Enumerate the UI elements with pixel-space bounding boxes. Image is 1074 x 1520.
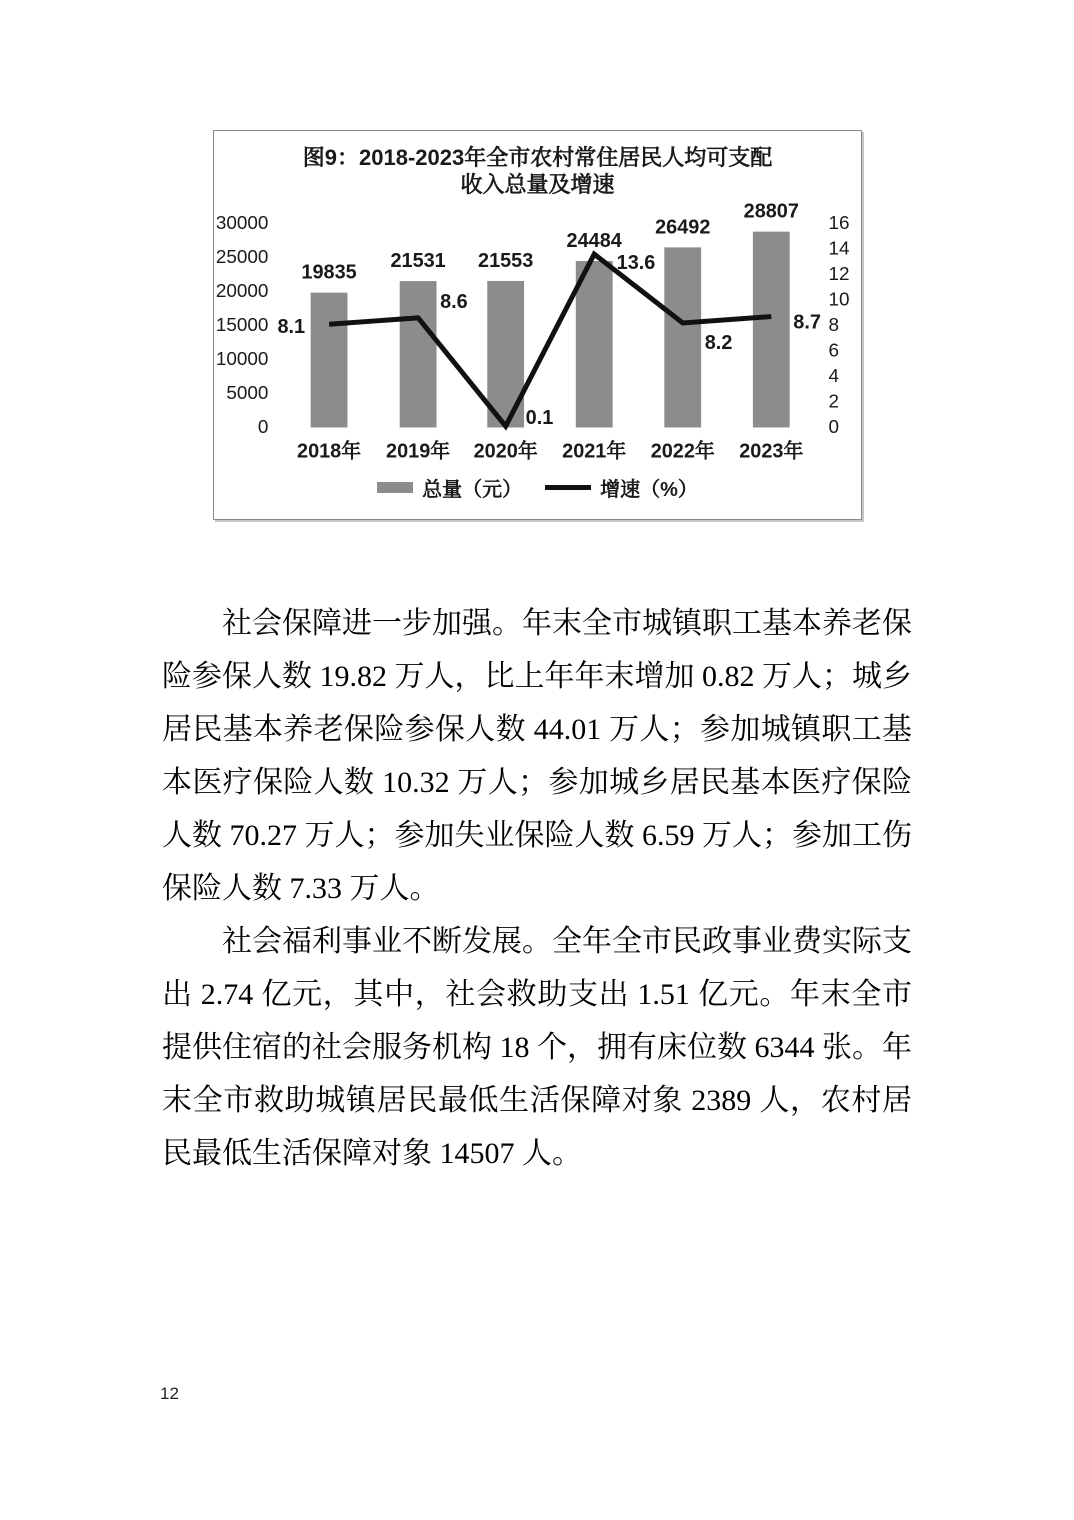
left-axis-tick: 20000	[215, 281, 269, 303]
bar-2018年	[311, 293, 348, 428]
bar-value-label: 21531	[390, 250, 446, 273]
right-axis-tick: 14	[828, 238, 850, 260]
chart-canvas	[214, 131, 861, 519]
left-axis-tick: 0	[257, 416, 269, 438]
right-axis-tick: 6	[828, 340, 840, 362]
bar-value-label: 19835	[301, 261, 357, 284]
bar-value-label: 28807	[743, 200, 799, 223]
line-value-label: 8.1	[277, 316, 306, 339]
bar-2019年	[400, 281, 437, 427]
left-axis-tick: 15000	[215, 314, 269, 336]
x-axis-label: 2023年	[739, 440, 804, 463]
chart-legend	[214, 473, 861, 502]
body-text	[162, 597, 912, 1180]
bar-value-label: 24484	[566, 230, 622, 253]
chart-title-line2: 收入总量及增速	[460, 172, 615, 197]
bar-2023年	[753, 232, 790, 428]
x-axis-label: 2019年	[386, 440, 451, 463]
legend-bar-swatch-icon	[377, 482, 413, 493]
bar-value-label: 21553	[478, 250, 534, 273]
x-axis-label: 2022年	[650, 440, 715, 463]
left-axis-tick: 30000	[215, 213, 269, 235]
line-value-label: 8.2	[704, 331, 733, 354]
left-axis-tick: 5000	[226, 382, 269, 404]
left-axis-tick: 25000	[215, 247, 269, 269]
x-axis-label: 2020年	[473, 440, 538, 463]
right-axis-tick: 4	[828, 365, 840, 387]
right-axis-tick: 10	[828, 289, 850, 311]
line-value-label: 0.1	[525, 407, 554, 430]
chart-figure	[213, 130, 862, 520]
legend-line-label: 增速（%）	[600, 479, 698, 501]
paragraph-social-security: 社会保障进一步加强。年末全市城镇职工基本养老保险参保人数 19.82 万人，比上年年末增加 0.82 万人；城乡居民基本养老保险参保人数 44.01 万人；参加城镇职工基本医疗保险人数 10.32 万人；参加城乡居民基本医疗保险人数 70.27 万人；参加失业保险人数 6.59 万人；参加工伤保险人数 7.33 万人。	[162, 607, 912, 905]
page-number: 12	[160, 1384, 179, 1403]
x-axis-label: 2018年	[297, 440, 362, 463]
right-axis-tick: 12	[828, 264, 850, 286]
paragraph-social-welfare: 社会福利事业不断发展。全年全市民政事业费实际支出 2.74 亿元，其中，社会救助支出 1.51 亿元。年末全市提供住宿的社会服务机构 18 个，拥有床位数 6344 张。年末全市救助城镇居民最低生活保障对象 2389 人，农村居民最低生活保障对象 14507 人。	[162, 925, 912, 1170]
chart-title-line1: 图9：2018-2023年全市农村常住居民人均可支配	[302, 145, 773, 170]
bar-value-label: 26492	[655, 216, 711, 239]
right-axis-tick: 8	[828, 314, 840, 336]
legend-bar-label: 总量（元）	[422, 479, 523, 501]
right-axis-tick: 16	[828, 213, 850, 235]
line-value-label: 8.7	[793, 311, 821, 334]
line-value-label: 8.6	[440, 290, 468, 313]
right-axis-tick: 0	[828, 416, 840, 438]
line-value-label: 13.6	[616, 252, 656, 275]
x-axis-label: 2021年	[562, 440, 627, 463]
bar-2021年	[576, 261, 613, 427]
left-axis-tick: 10000	[215, 348, 269, 370]
legend-line-swatch-icon	[545, 485, 591, 490]
right-axis-tick: 2	[828, 391, 840, 413]
bar-2022年	[664, 247, 701, 427]
